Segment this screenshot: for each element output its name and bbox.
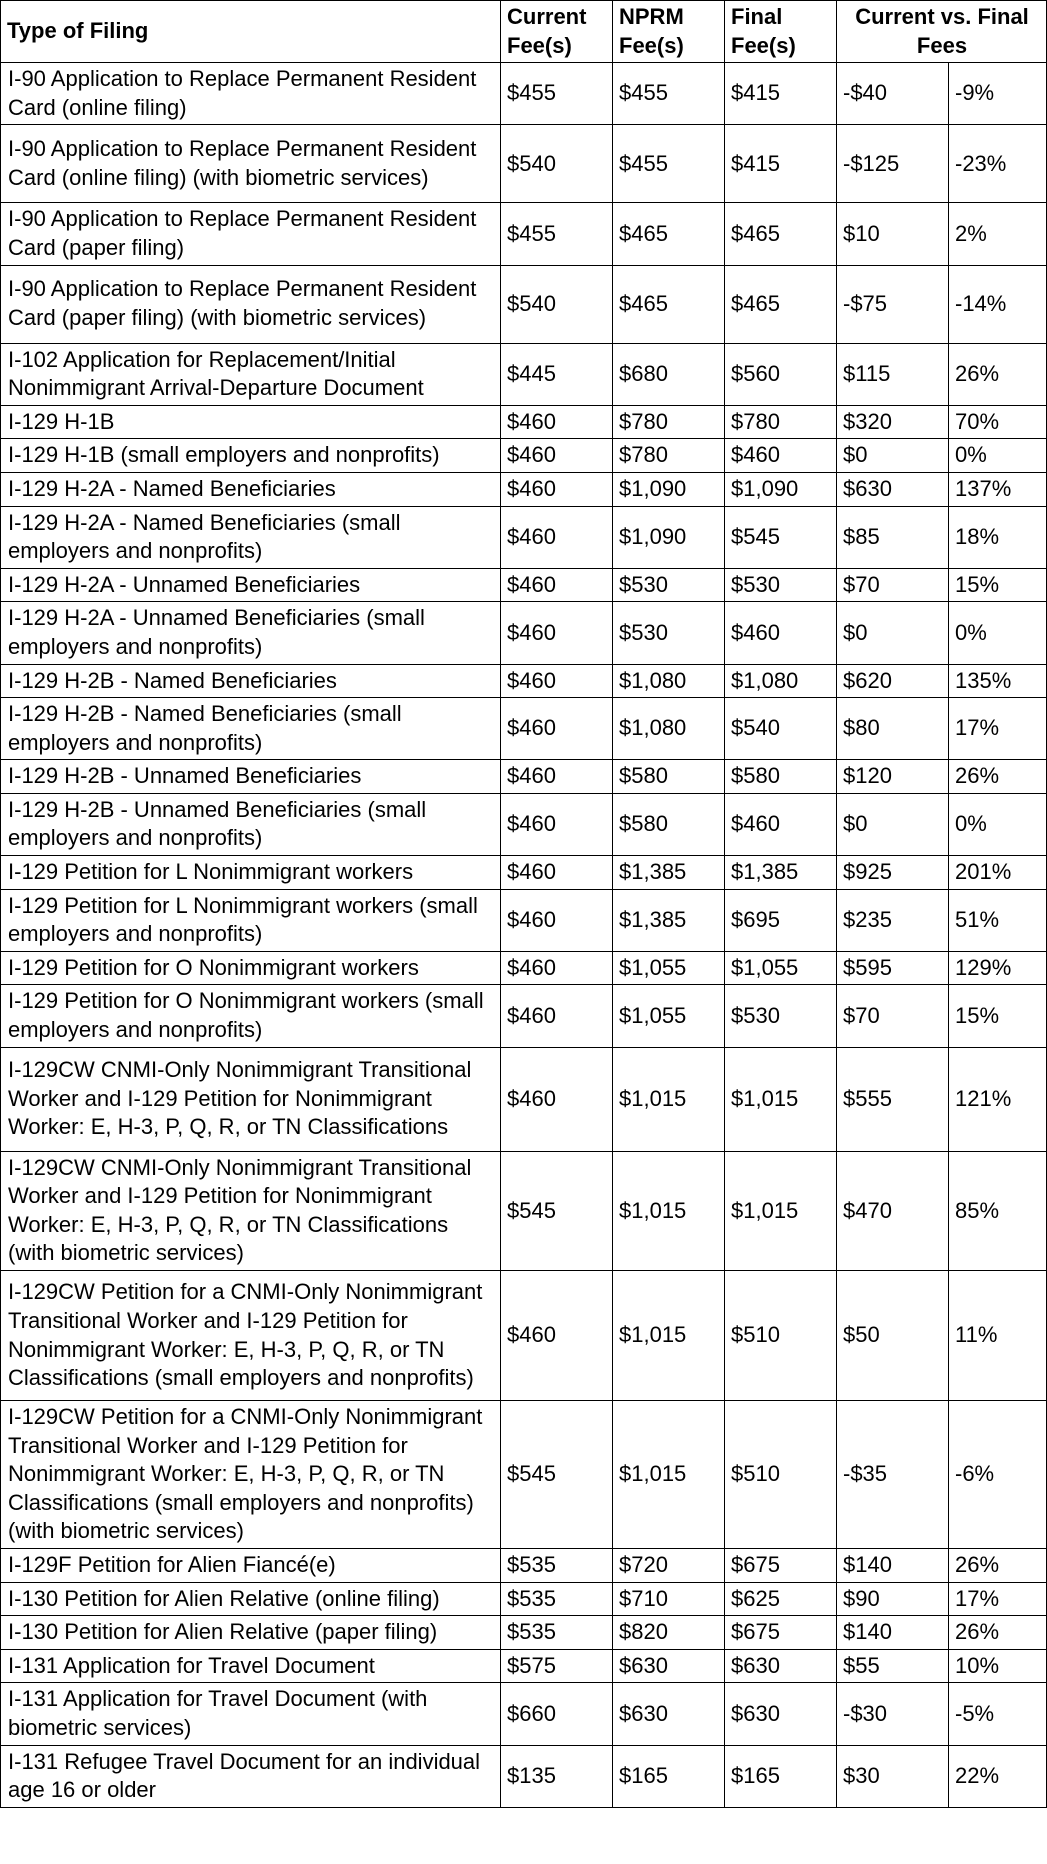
current-fee-cell: $540 — [501, 265, 613, 343]
fee-percent-change-cell: 22% — [949, 1745, 1047, 1807]
table-row — [1, 1616, 1047, 1650]
table-body — [1, 63, 1047, 1808]
filing-type-cell: I-129 Petition for L Nonimmigrant workers — [1, 856, 501, 890]
table-row — [1, 889, 1047, 951]
current-fee-cell: $460 — [501, 760, 613, 794]
table-row — [1, 203, 1047, 265]
filing-type-cell: I-90 Application to Replace Permanent Resident Card (online filing) (with biometric services) — [1, 125, 501, 203]
fee-percent-change-cell: 26% — [949, 760, 1047, 794]
nprm-fee-cell: $1,385 — [613, 889, 725, 951]
current-fee-cell: $460 — [501, 1047, 613, 1151]
header-final-fee: Final Fee(s) — [725, 1, 837, 63]
nprm-fee-cell: $465 — [613, 203, 725, 265]
final-fee-cell: $1,090 — [725, 472, 837, 506]
nprm-fee-cell: $720 — [613, 1548, 725, 1582]
current-fee-cell: $460 — [501, 856, 613, 890]
fee-percent-change-cell: 15% — [949, 568, 1047, 602]
filing-type-cell: I-129CW CNMI-Only Nonimmigrant Transitional Worker and I-129 Petition for Nonimmigrant Worker: E, H-3, P, Q, R, or TN Classifications (with biometric services) — [1, 1151, 501, 1270]
current-fee-cell: $460 — [501, 568, 613, 602]
fee-percent-change-cell: -14% — [949, 265, 1047, 343]
nprm-fee-cell: $165 — [613, 1745, 725, 1807]
fee-percent-change-cell: 17% — [949, 698, 1047, 760]
nprm-fee-cell: $1,015 — [613, 1271, 725, 1401]
fee-difference-cell: $0 — [837, 602, 949, 664]
table-row — [1, 951, 1047, 985]
final-fee-cell: $510 — [725, 1271, 837, 1401]
current-fee-cell: $460 — [501, 951, 613, 985]
current-fee-cell: $460 — [501, 664, 613, 698]
fee-difference-cell: $235 — [837, 889, 949, 951]
nprm-fee-cell: $1,090 — [613, 472, 725, 506]
header-current-vs-final: Current vs. Final Fees — [837, 1, 1047, 63]
current-fee-cell: $460 — [501, 472, 613, 506]
filing-type-cell: I-131 Application for Travel Document (with biometric services) — [1, 1683, 501, 1745]
header-type-of-filing: Type of Filing — [1, 1, 501, 63]
table-row — [1, 698, 1047, 760]
fee-percent-change-cell: 201% — [949, 856, 1047, 890]
table-row — [1, 1582, 1047, 1616]
final-fee-cell: $540 — [725, 698, 837, 760]
current-fee-cell: $545 — [501, 1151, 613, 1270]
current-fee-cell: $445 — [501, 343, 613, 405]
filing-type-cell: I-130 Petition for Alien Relative (online filing) — [1, 1582, 501, 1616]
fee-percent-change-cell: 17% — [949, 1582, 1047, 1616]
fee-percent-change-cell: 129% — [949, 951, 1047, 985]
current-fee-cell: $460 — [501, 439, 613, 473]
nprm-fee-cell: $1,015 — [613, 1151, 725, 1270]
current-fee-cell: $535 — [501, 1616, 613, 1650]
current-fee-cell: $460 — [501, 793, 613, 855]
fee-percent-change-cell: 11% — [949, 1271, 1047, 1401]
table-row — [1, 1271, 1047, 1401]
filing-type-cell: I-129 H-2A - Unnamed Beneficiaries — [1, 568, 501, 602]
final-fee-cell: $415 — [725, 63, 837, 125]
table-row — [1, 856, 1047, 890]
fee-percent-change-cell: 26% — [949, 1616, 1047, 1650]
fee-percent-change-cell: 70% — [949, 405, 1047, 439]
fee-percent-change-cell: 51% — [949, 889, 1047, 951]
fee-percent-change-cell: -5% — [949, 1683, 1047, 1745]
table-row — [1, 63, 1047, 125]
current-fee-cell: $460 — [501, 1271, 613, 1401]
fee-difference-cell: $595 — [837, 951, 949, 985]
filing-type-cell: I-90 Application to Replace Permanent Resident Card (paper filing) (with biometric services) — [1, 265, 501, 343]
filing-type-cell: I-102 Application for Replacement/Initial Nonimmigrant Arrival-Departure Document — [1, 343, 501, 405]
table-row — [1, 506, 1047, 568]
filing-type-cell: I-129 H-2B - Named Beneficiaries — [1, 664, 501, 698]
final-fee-cell: $780 — [725, 405, 837, 439]
fee-difference-cell: $925 — [837, 856, 949, 890]
final-fee-cell: $415 — [725, 125, 837, 203]
nprm-fee-cell: $455 — [613, 63, 725, 125]
fee-difference-cell: $115 — [837, 343, 949, 405]
nprm-fee-cell: $1,015 — [613, 1401, 725, 1549]
nprm-fee-cell: $1,385 — [613, 856, 725, 890]
fee-percent-change-cell: 85% — [949, 1151, 1047, 1270]
table-row — [1, 439, 1047, 473]
table-row — [1, 568, 1047, 602]
nprm-fee-cell: $530 — [613, 568, 725, 602]
nprm-fee-cell: $1,055 — [613, 985, 725, 1047]
fee-percent-change-cell: 18% — [949, 506, 1047, 568]
fee-difference-cell: $80 — [837, 698, 949, 760]
table-row — [1, 343, 1047, 405]
current-fee-cell: $460 — [501, 405, 613, 439]
current-fee-cell: $575 — [501, 1649, 613, 1683]
final-fee-cell: $460 — [725, 793, 837, 855]
current-fee-cell: $460 — [501, 602, 613, 664]
nprm-fee-cell: $680 — [613, 343, 725, 405]
fee-difference-cell: $30 — [837, 1745, 949, 1807]
fee-percent-change-cell: 26% — [949, 343, 1047, 405]
fee-difference-cell: $140 — [837, 1616, 949, 1650]
nprm-fee-cell: $530 — [613, 602, 725, 664]
fee-percent-change-cell: 121% — [949, 1047, 1047, 1151]
fee-percent-change-cell: -9% — [949, 63, 1047, 125]
table-row — [1, 1047, 1047, 1151]
header-nprm-fee: NPRM Fee(s) — [613, 1, 725, 63]
current-fee-cell: $545 — [501, 1401, 613, 1549]
fee-difference-cell: $70 — [837, 985, 949, 1047]
fee-percent-change-cell: 0% — [949, 793, 1047, 855]
final-fee-cell: $675 — [725, 1616, 837, 1650]
nprm-fee-cell: $580 — [613, 793, 725, 855]
filing-type-cell: I-90 Application to Replace Permanent Resident Card (paper filing) — [1, 203, 501, 265]
nprm-fee-cell: $1,015 — [613, 1047, 725, 1151]
current-fee-cell: $540 — [501, 125, 613, 203]
table-row — [1, 1548, 1047, 1582]
fee-difference-cell: $0 — [837, 793, 949, 855]
nprm-fee-cell: $1,090 — [613, 506, 725, 568]
final-fee-cell: $580 — [725, 760, 837, 794]
current-fee-cell: $455 — [501, 203, 613, 265]
filing-type-cell: I-131 Application for Travel Document — [1, 1649, 501, 1683]
table-row — [1, 1649, 1047, 1683]
final-fee-cell: $675 — [725, 1548, 837, 1582]
filing-type-cell: I-129 H-2B - Unnamed Beneficiaries (small employers and nonprofits) — [1, 793, 501, 855]
filing-type-cell: I-129CW Petition for a CNMI-Only Nonimmigrant Transitional Worker and I-129 Petition for Nonimmigrant Worker: E, H-3, P, Q, R, or TN Classifications (small employers and nonprofits) — [1, 1271, 501, 1401]
current-fee-cell: $535 — [501, 1548, 613, 1582]
header-current-fee: Current Fee(s) — [501, 1, 613, 63]
fee-percent-change-cell: 137% — [949, 472, 1047, 506]
filing-type-cell: I-129 Petition for L Nonimmigrant workers (small employers and nonprofits) — [1, 889, 501, 951]
final-fee-cell: $1,015 — [725, 1151, 837, 1270]
fee-difference-cell: $320 — [837, 405, 949, 439]
filing-type-cell: I-129 H-2A - Unnamed Beneficiaries (small employers and nonprofits) — [1, 602, 501, 664]
fee-difference-cell: $620 — [837, 664, 949, 698]
fee-percent-change-cell: 0% — [949, 439, 1047, 473]
fee-difference-cell: -$40 — [837, 63, 949, 125]
table-row — [1, 664, 1047, 698]
fee-percent-change-cell: -23% — [949, 125, 1047, 203]
current-fee-cell: $460 — [501, 985, 613, 1047]
final-fee-cell: $1,080 — [725, 664, 837, 698]
current-fee-cell: $660 — [501, 1683, 613, 1745]
final-fee-cell: $460 — [725, 439, 837, 473]
fee-difference-cell: $90 — [837, 1582, 949, 1616]
current-fee-cell: $135 — [501, 1745, 613, 1807]
table-row — [1, 793, 1047, 855]
final-fee-cell: $560 — [725, 343, 837, 405]
final-fee-cell: $545 — [725, 506, 837, 568]
filing-type-cell: I-129F Petition for Alien Fiancé(e) — [1, 1548, 501, 1582]
filing-type-cell: I-129 Petition for O Nonimmigrant workers (small employers and nonprofits) — [1, 985, 501, 1047]
final-fee-cell: $465 — [725, 203, 837, 265]
table-row — [1, 602, 1047, 664]
current-fee-cell: $455 — [501, 63, 613, 125]
table-row — [1, 125, 1047, 203]
filing-type-cell: I-129 Petition for O Nonimmigrant workers — [1, 951, 501, 985]
final-fee-cell: $510 — [725, 1401, 837, 1549]
nprm-fee-cell: $630 — [613, 1683, 725, 1745]
final-fee-cell: $460 — [725, 602, 837, 664]
fee-difference-cell: $630 — [837, 472, 949, 506]
fee-difference-cell: $55 — [837, 1649, 949, 1683]
final-fee-cell: $1,015 — [725, 1047, 837, 1151]
table-row — [1, 405, 1047, 439]
nprm-fee-cell: $1,080 — [613, 664, 725, 698]
final-fee-cell: $630 — [725, 1683, 837, 1745]
fee-difference-cell: $120 — [837, 760, 949, 794]
nprm-fee-cell: $780 — [613, 439, 725, 473]
final-fee-cell: $1,385 — [725, 856, 837, 890]
current-fee-cell: $535 — [501, 1582, 613, 1616]
fee-difference-cell: $140 — [837, 1548, 949, 1582]
final-fee-cell: $695 — [725, 889, 837, 951]
nprm-fee-cell: $455 — [613, 125, 725, 203]
fee-percent-change-cell: 0% — [949, 602, 1047, 664]
fee-difference-cell: $70 — [837, 568, 949, 602]
table-row — [1, 1401, 1047, 1549]
fee-difference-cell: $555 — [837, 1047, 949, 1151]
final-fee-cell: $165 — [725, 1745, 837, 1807]
fee-difference-cell: $50 — [837, 1271, 949, 1401]
table-row — [1, 1745, 1047, 1807]
nprm-fee-cell: $780 — [613, 405, 725, 439]
table-row — [1, 760, 1047, 794]
filing-type-cell: I-129 H-2B - Named Beneficiaries (small employers and nonprofits) — [1, 698, 501, 760]
final-fee-cell: $625 — [725, 1582, 837, 1616]
fee-percent-change-cell: 135% — [949, 664, 1047, 698]
table-row — [1, 985, 1047, 1047]
filing-type-cell: I-90 Application to Replace Permanent Resident Card (online filing) — [1, 63, 501, 125]
final-fee-cell: $530 — [725, 568, 837, 602]
fee-difference-cell: $10 — [837, 203, 949, 265]
filing-type-cell: I-129CW Petition for a CNMI-Only Nonimmigrant Transitional Worker and I-129 Petition for Nonimmigrant Worker: E, H-3, P, Q, R, or TN Classifications (small employers and nonprofits) (with biometric services) — [1, 1401, 501, 1549]
filing-type-cell: I-130 Petition for Alien Relative (paper filing) — [1, 1616, 501, 1650]
filing-type-cell: I-129 H-1B (small employers and nonprofits) — [1, 439, 501, 473]
fee-percent-change-cell: 2% — [949, 203, 1047, 265]
filing-type-cell: I-129 H-1B — [1, 405, 501, 439]
fee-difference-cell: $85 — [837, 506, 949, 568]
current-fee-cell: $460 — [501, 506, 613, 568]
current-fee-cell: $460 — [501, 889, 613, 951]
filing-type-cell: I-129 H-2B - Unnamed Beneficiaries — [1, 760, 501, 794]
fee-difference-cell: $0 — [837, 439, 949, 473]
table-row — [1, 1683, 1047, 1745]
nprm-fee-cell: $1,080 — [613, 698, 725, 760]
fee-difference-cell: -$75 — [837, 265, 949, 343]
final-fee-cell: $530 — [725, 985, 837, 1047]
nprm-fee-cell: $1,055 — [613, 951, 725, 985]
fee-difference-cell: $470 — [837, 1151, 949, 1270]
nprm-fee-cell: $710 — [613, 1582, 725, 1616]
fee-difference-cell: -$30 — [837, 1683, 949, 1745]
fee-difference-cell: -$35 — [837, 1401, 949, 1549]
fee-percent-change-cell: -6% — [949, 1401, 1047, 1549]
nprm-fee-cell: $820 — [613, 1616, 725, 1650]
fee-difference-cell: -$125 — [837, 125, 949, 203]
final-fee-cell: $630 — [725, 1649, 837, 1683]
nprm-fee-cell: $465 — [613, 265, 725, 343]
final-fee-cell: $1,055 — [725, 951, 837, 985]
fee-percent-change-cell: 10% — [949, 1649, 1047, 1683]
filing-type-cell: I-129 H-2A - Named Beneficiaries (small employers and nonprofits) — [1, 506, 501, 568]
fee-percent-change-cell: 26% — [949, 1548, 1047, 1582]
table-row — [1, 1151, 1047, 1270]
current-fee-cell: $460 — [501, 698, 613, 760]
filing-type-cell: I-129CW CNMI-Only Nonimmigrant Transitional Worker and I-129 Petition for Nonimmigrant Worker: E, H-3, P, Q, R, or TN Classifications — [1, 1047, 501, 1151]
final-fee-cell: $465 — [725, 265, 837, 343]
table-row — [1, 472, 1047, 506]
header-row — [1, 1, 1047, 63]
filing-type-cell: I-129 H-2A - Named Beneficiaries — [1, 472, 501, 506]
filing-type-cell: I-131 Refugee Travel Document for an individual age 16 or older — [1, 1745, 501, 1807]
nprm-fee-cell: $580 — [613, 760, 725, 794]
nprm-fee-cell: $630 — [613, 1649, 725, 1683]
fee-percent-change-cell: 15% — [949, 985, 1047, 1047]
table-row — [1, 265, 1047, 343]
